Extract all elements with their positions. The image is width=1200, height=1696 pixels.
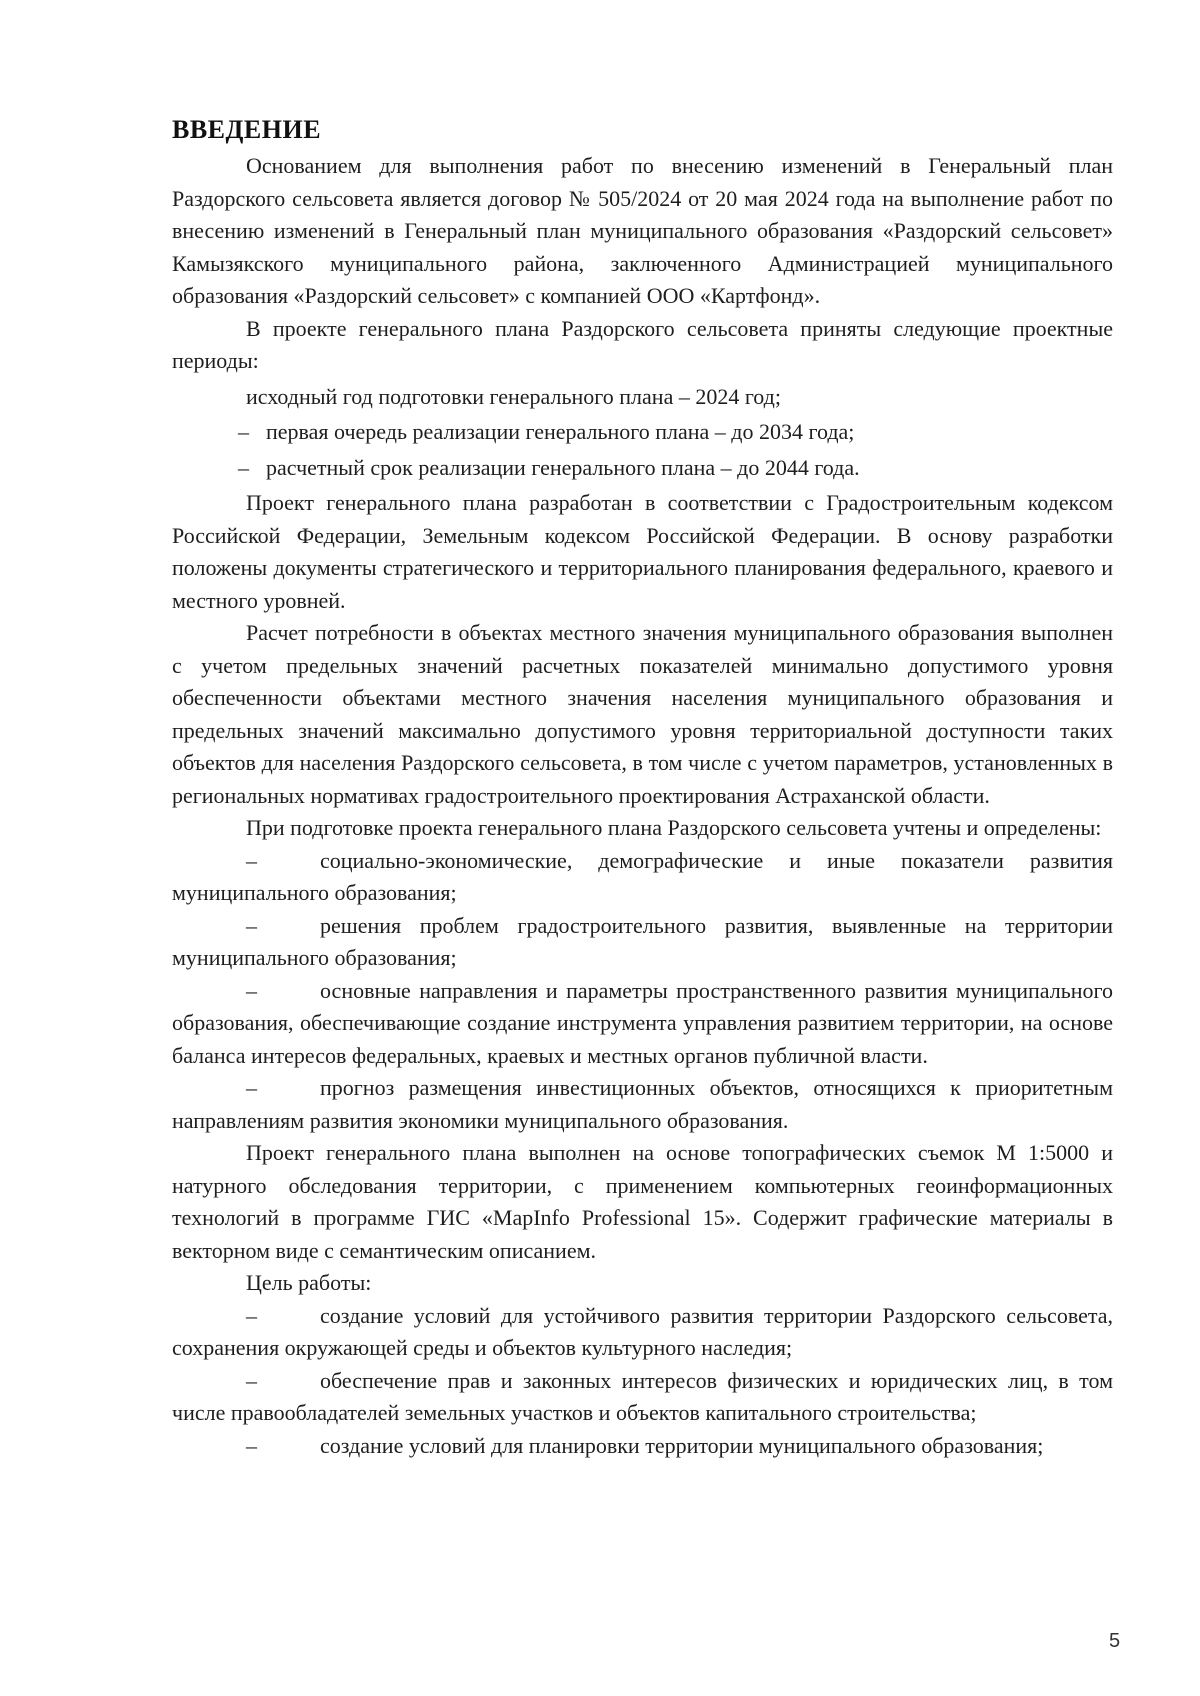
period-text: первая очередь реализации генерального плана – до 2034 года; <box>266 419 855 444</box>
list-item-goal <box>172 1430 1113 1463</box>
period-text: расчетный срок реализации генерального плана – до 2044 года. <box>266 454 860 480</box>
dash-marker: – <box>238 419 249 444</box>
paragraph-periods-intro: В проекте генерального плана Раздорского сельсовета приняты следующие проектные периоды: <box>172 315 1113 373</box>
dash-marker: – <box>238 454 249 480</box>
list-item-goal <box>172 1300 1113 1365</box>
paragraph-legal-basis: Проект генерального плана разработан в соответствии с Градостроительным кодексом Российской Федерации, Земельным кодексом Российской Федерации. В основу разработки положены документы стратегического и территориального планирования федерального, краевого и местного уровней. <box>172 490 1113 613</box>
goal-text: создание условий для устойчивого развития территории Раздорского сельсовета, сохранения окружающей среды и объектов культурного наследия; <box>172 1302 1113 1360</box>
paragraph-calculation: Расчет потребности в объектах местного значения муниципального образования выполнен с учетом предельных значений расчетных показателей минимально допустимого уровня обеспеченности объектами местного значения населения муниципального образования и предельных значений максимально допустимого уровня территориальной доступности таких объектов для населения Раздорского сельсовета, в том числе с учетом параметров, установленных в региональных нормативах градостроительного проектирования Астраханской области. <box>172 620 1113 808</box>
item-text: основные направления и параметры пространственного развития муниципального образования, обеспечивающие создание инструмента управления развитием территории, на основе баланса интересов федеральных, краевых и местных органов публичной власти. <box>172 977 1113 1068</box>
dash-marker: – <box>246 1075 257 1100</box>
list-item-considered <box>172 1072 1113 1137</box>
dash-marker: – <box>246 1302 257 1328</box>
page-number: 5 <box>1109 1630 1121 1652</box>
item-text: социально-экономические, демографические и иные показатели развития муниципального образования; <box>172 847 1113 905</box>
item-text: прогноз размещения инвестиционных объектов, относящихся к приоритетным направлениям развития экономики муниципального образования. <box>172 1075 1113 1133</box>
dash-marker: – <box>246 1432 257 1458</box>
list-item-considered <box>172 910 1113 975</box>
period-text: исходный год подготовки генерального плана – 2024 год; <box>246 383 781 409</box>
list-item-goal <box>172 1365 1113 1430</box>
dash-marker: – <box>246 977 257 1003</box>
dash-marker: – <box>246 912 257 938</box>
paragraph-basis: Основанием для выполнения работ по внесению изменений в Генеральный план Раздорского сельсовета является договор № 505/2024 от 20 мая 2024 года на выполнение работ по внесению изменений в Генеральный план муниципального образования «Раздорский сельсовет» Камызякского муниципального района, заключенного Администрацией муниципального образования «Раздорский сельсовет» с компанией ООО «Картфонд». <box>172 153 1113 308</box>
section-heading: ВВЕДЕНИЕ <box>172 115 322 144</box>
list-item-considered <box>172 845 1113 910</box>
list-item-period <box>172 381 1113 414</box>
paragraph-goal-intro: Цель работы: <box>246 1270 372 1295</box>
page-content <box>172 112 1113 1462</box>
paragraph-considered-intro: При подготовке проекта генерального плана Раздорского сельсовета учтены и определены: <box>246 815 1102 840</box>
goal-text: обеспечение прав и законных интересов физических и юридических лиц, в том числе правообладателей земельных участков и объектов капитального строительства; <box>172 1367 1113 1425</box>
list-item-period <box>172 416 1113 449</box>
dash-marker: – <box>246 847 257 873</box>
paragraph-technology: Проект генерального плана выполнен на основе топографических съемок М 1:5000 и натурного обследования территории, с применением компьютерных геоинформационных технологий в программе ГИС «MapInfo Professional 15». Содержит графические материалы в векторном виде с семантическим описанием. <box>172 1140 1113 1263</box>
list-item-considered <box>172 975 1113 1073</box>
list-item-period <box>172 452 1113 485</box>
dash-marker: – <box>246 1367 257 1393</box>
goal-text: создание условий для планировки территории муниципального образования; <box>320 1432 1044 1458</box>
item-text: решения проблем градостроительного развития, выявленные на территории муниципального образования; <box>172 912 1113 970</box>
